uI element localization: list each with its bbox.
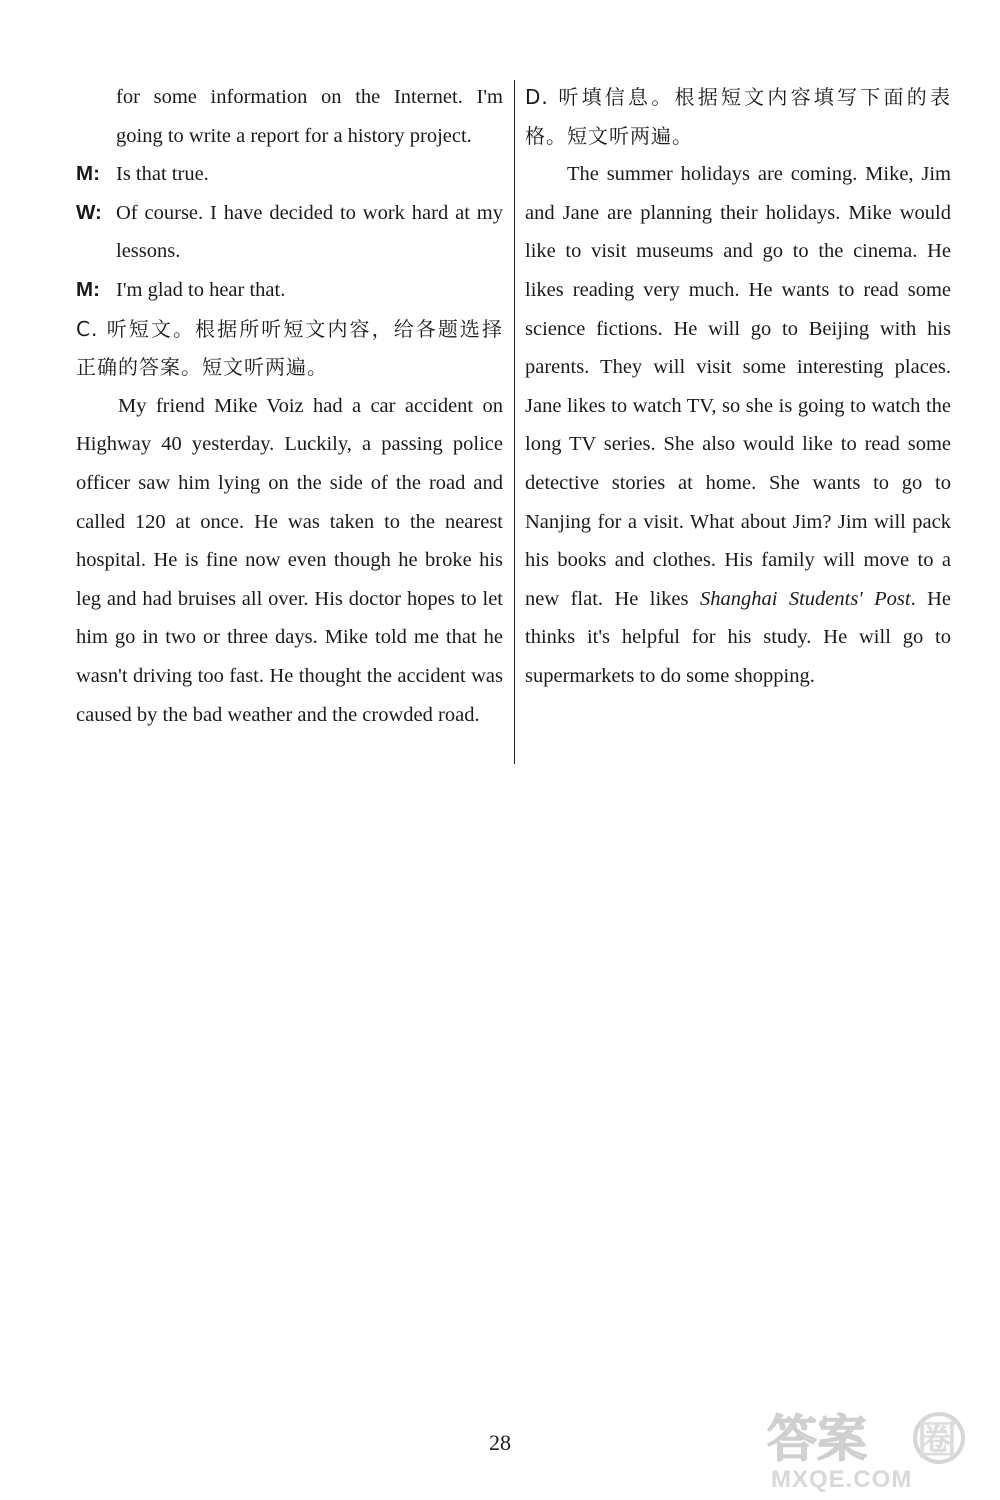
column-divider xyxy=(514,80,515,764)
newspaper-title: Shanghai Students' Post xyxy=(699,587,911,610)
left-column xyxy=(76,78,503,734)
dialogue-text: I'm glad to hear that. xyxy=(116,278,286,301)
watermark-url: MXQE.COM xyxy=(771,1466,913,1493)
passage-text-after-title: . He thinks it's helpful for his study. He will go to supermarkets to do some shopping. xyxy=(525,587,952,687)
dialogue-text: Of course. I have decided to work hard at my lessons. xyxy=(116,201,503,263)
dialogue-line-3 xyxy=(76,271,503,310)
watermark xyxy=(763,1408,978,1498)
dialogue-continuation: for some information on the Internet. I'm going to write a report for a history project. xyxy=(116,86,503,147)
dialogue-line-2 xyxy=(76,194,503,271)
section-c-heading: C. 听短文。根据所听短文内容，给各题选择正确的答案。短文听两遍。 xyxy=(76,316,503,380)
svg-text:圈: 圈 xyxy=(917,1418,957,1464)
speaker-label: W: xyxy=(76,200,102,224)
section-d-passage xyxy=(525,155,951,695)
speaker-label: M: xyxy=(76,277,100,301)
watermark-logo-icon xyxy=(763,1408,978,1464)
section-c-passage: My friend Mike Voiz had a car accident on Highway 40 yesterday. Luckily, a passing police officer saw him lying on the side of the road and called 120 at once. He was taken to the nearest hospital. He is fine now even though he broke his leg and had bruises all over. His doctor hopes to let him go in two or three days. Mike told me that he wasn't driving too fast. He thought the accident was caused by the bad weather and the crowded road. xyxy=(76,394,503,726)
speaker-label: M: xyxy=(76,162,100,186)
page-number: 28 xyxy=(489,1430,511,1455)
dialogue-text: Is that true. xyxy=(116,163,209,186)
dialogue-line-1 xyxy=(76,155,503,194)
svg-text:答案: 答案 xyxy=(767,1410,867,1464)
section-d-heading: D. 听填信息。根据短文内容填写下面的表格。短文听两遍。 xyxy=(525,85,951,148)
passage-text-before-title: The summer holidays are coming. Mike, Jim and Jane are planning their holidays. Mike would like to visit museums and go to the cinema. He likes reading very much. He wants to read some science fictions. He will go to Beijing with his parents. They will visit some interesting places. Jane likes to watch TV, so she is going to watch the long TV series. She also would like to read some detective stories at home. She wants to go to Nanjing for a visit. What about Jim? Jim will pack his books and clothes. His family will move to a new flat. He likes xyxy=(525,163,951,610)
right-column xyxy=(525,78,951,696)
